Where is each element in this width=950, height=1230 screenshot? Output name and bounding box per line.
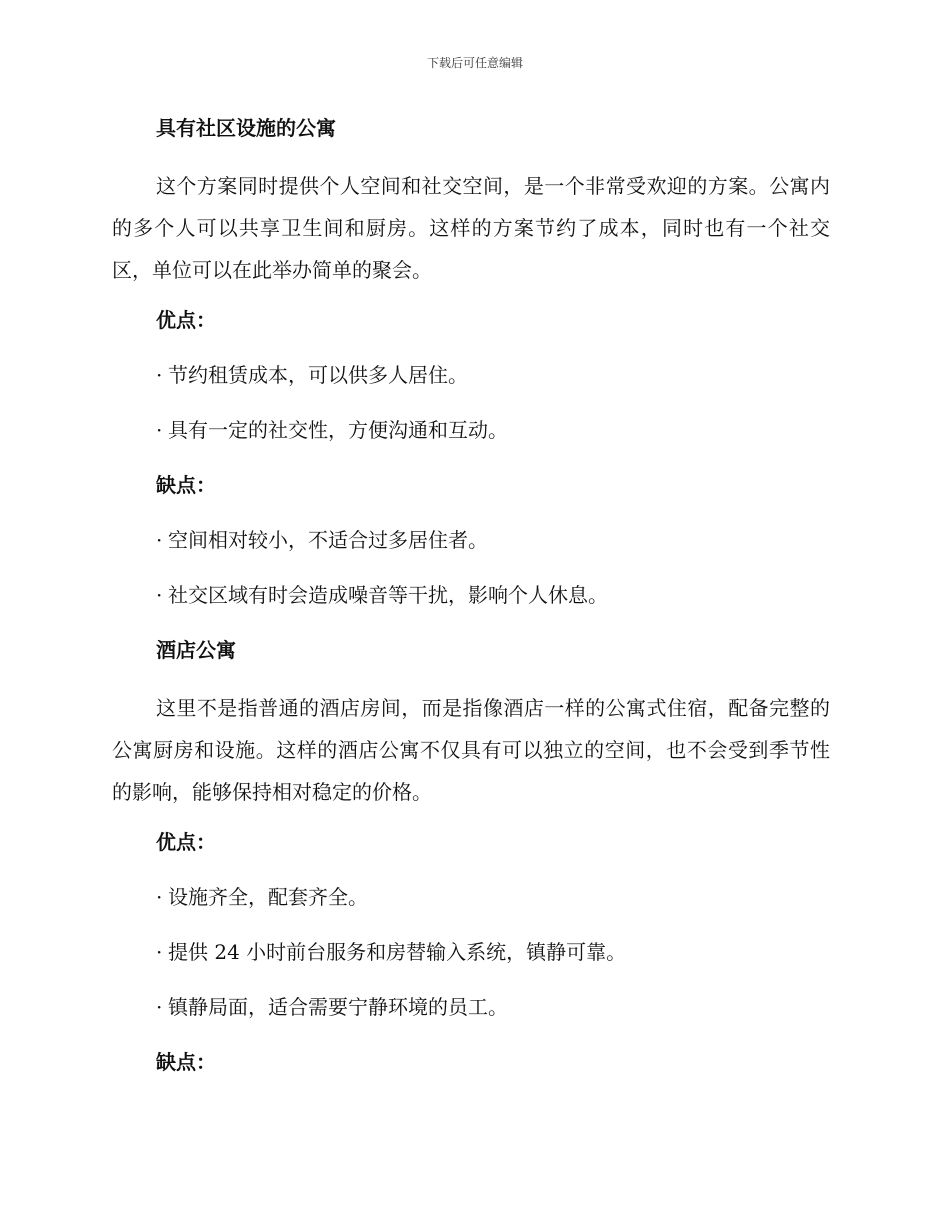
document-body (112, 112, 830, 1101)
list-item (156, 936, 830, 968)
list-item-text: 节约租赁成本，可以供多人居住。 (168, 363, 468, 387)
bullet-icon: · (156, 995, 163, 1019)
section-title: 具有社区设施的公寓 (156, 116, 336, 140)
pros-label: 优点： (156, 308, 216, 332)
bullet-icon: · (156, 940, 163, 964)
list-item-text: 社交区域有时会造成噪音等干扰，影响个人休息。 (168, 583, 608, 607)
bullet-icon: · (156, 583, 163, 607)
bullet-icon: · (156, 363, 163, 387)
bullet-icon: · (156, 885, 163, 909)
list-item (156, 524, 830, 556)
list-item (156, 881, 830, 913)
list-item (156, 579, 830, 611)
section-description: 这个方案同时提供个人空间和社交空间，是一个非常受欢迎的方案。公寓内的多个人可以共享卫生间和厨房。这样的方案节约了成本，同时也有一个社交区，单位可以在此举办简单的聚会。 (112, 174, 830, 282)
bullet-icon: · (156, 528, 163, 552)
list-item (156, 991, 830, 1023)
list-item-text: 镇静局面，适合需要宁静环境的员工。 (168, 995, 508, 1019)
section-title: 酒店公寓 (156, 638, 236, 662)
list-item-text: 设施齐全，配套齐全。 (168, 885, 368, 909)
cons-label: 缺点： (156, 473, 216, 497)
list-item (156, 359, 830, 391)
list-item (156, 414, 830, 446)
bullet-icon: · (156, 418, 163, 442)
pros-label: 优点： (156, 830, 216, 854)
page-header: 下载后可任意编辑 (426, 56, 523, 70)
cons-label: 缺点： (156, 1050, 216, 1074)
list-item-text: 提供 24 小时前台服务和房替输入系统，镇静可靠。 (168, 940, 627, 964)
list-item-text: 具有一定的社交性，方便沟通和互动。 (168, 418, 508, 442)
section-description: 这里不是指普通的酒店房间，而是指像酒店一样的公寓式住宿，配备完整的公寓厨房和设施。这样的酒店公寓不仅具有可以独立的空间，也不会受到季节性的影响，能够保持相对稳定的价格。 (112, 696, 830, 804)
list-item-text: 空间相对较小，不适合过多居住者。 (168, 528, 488, 552)
